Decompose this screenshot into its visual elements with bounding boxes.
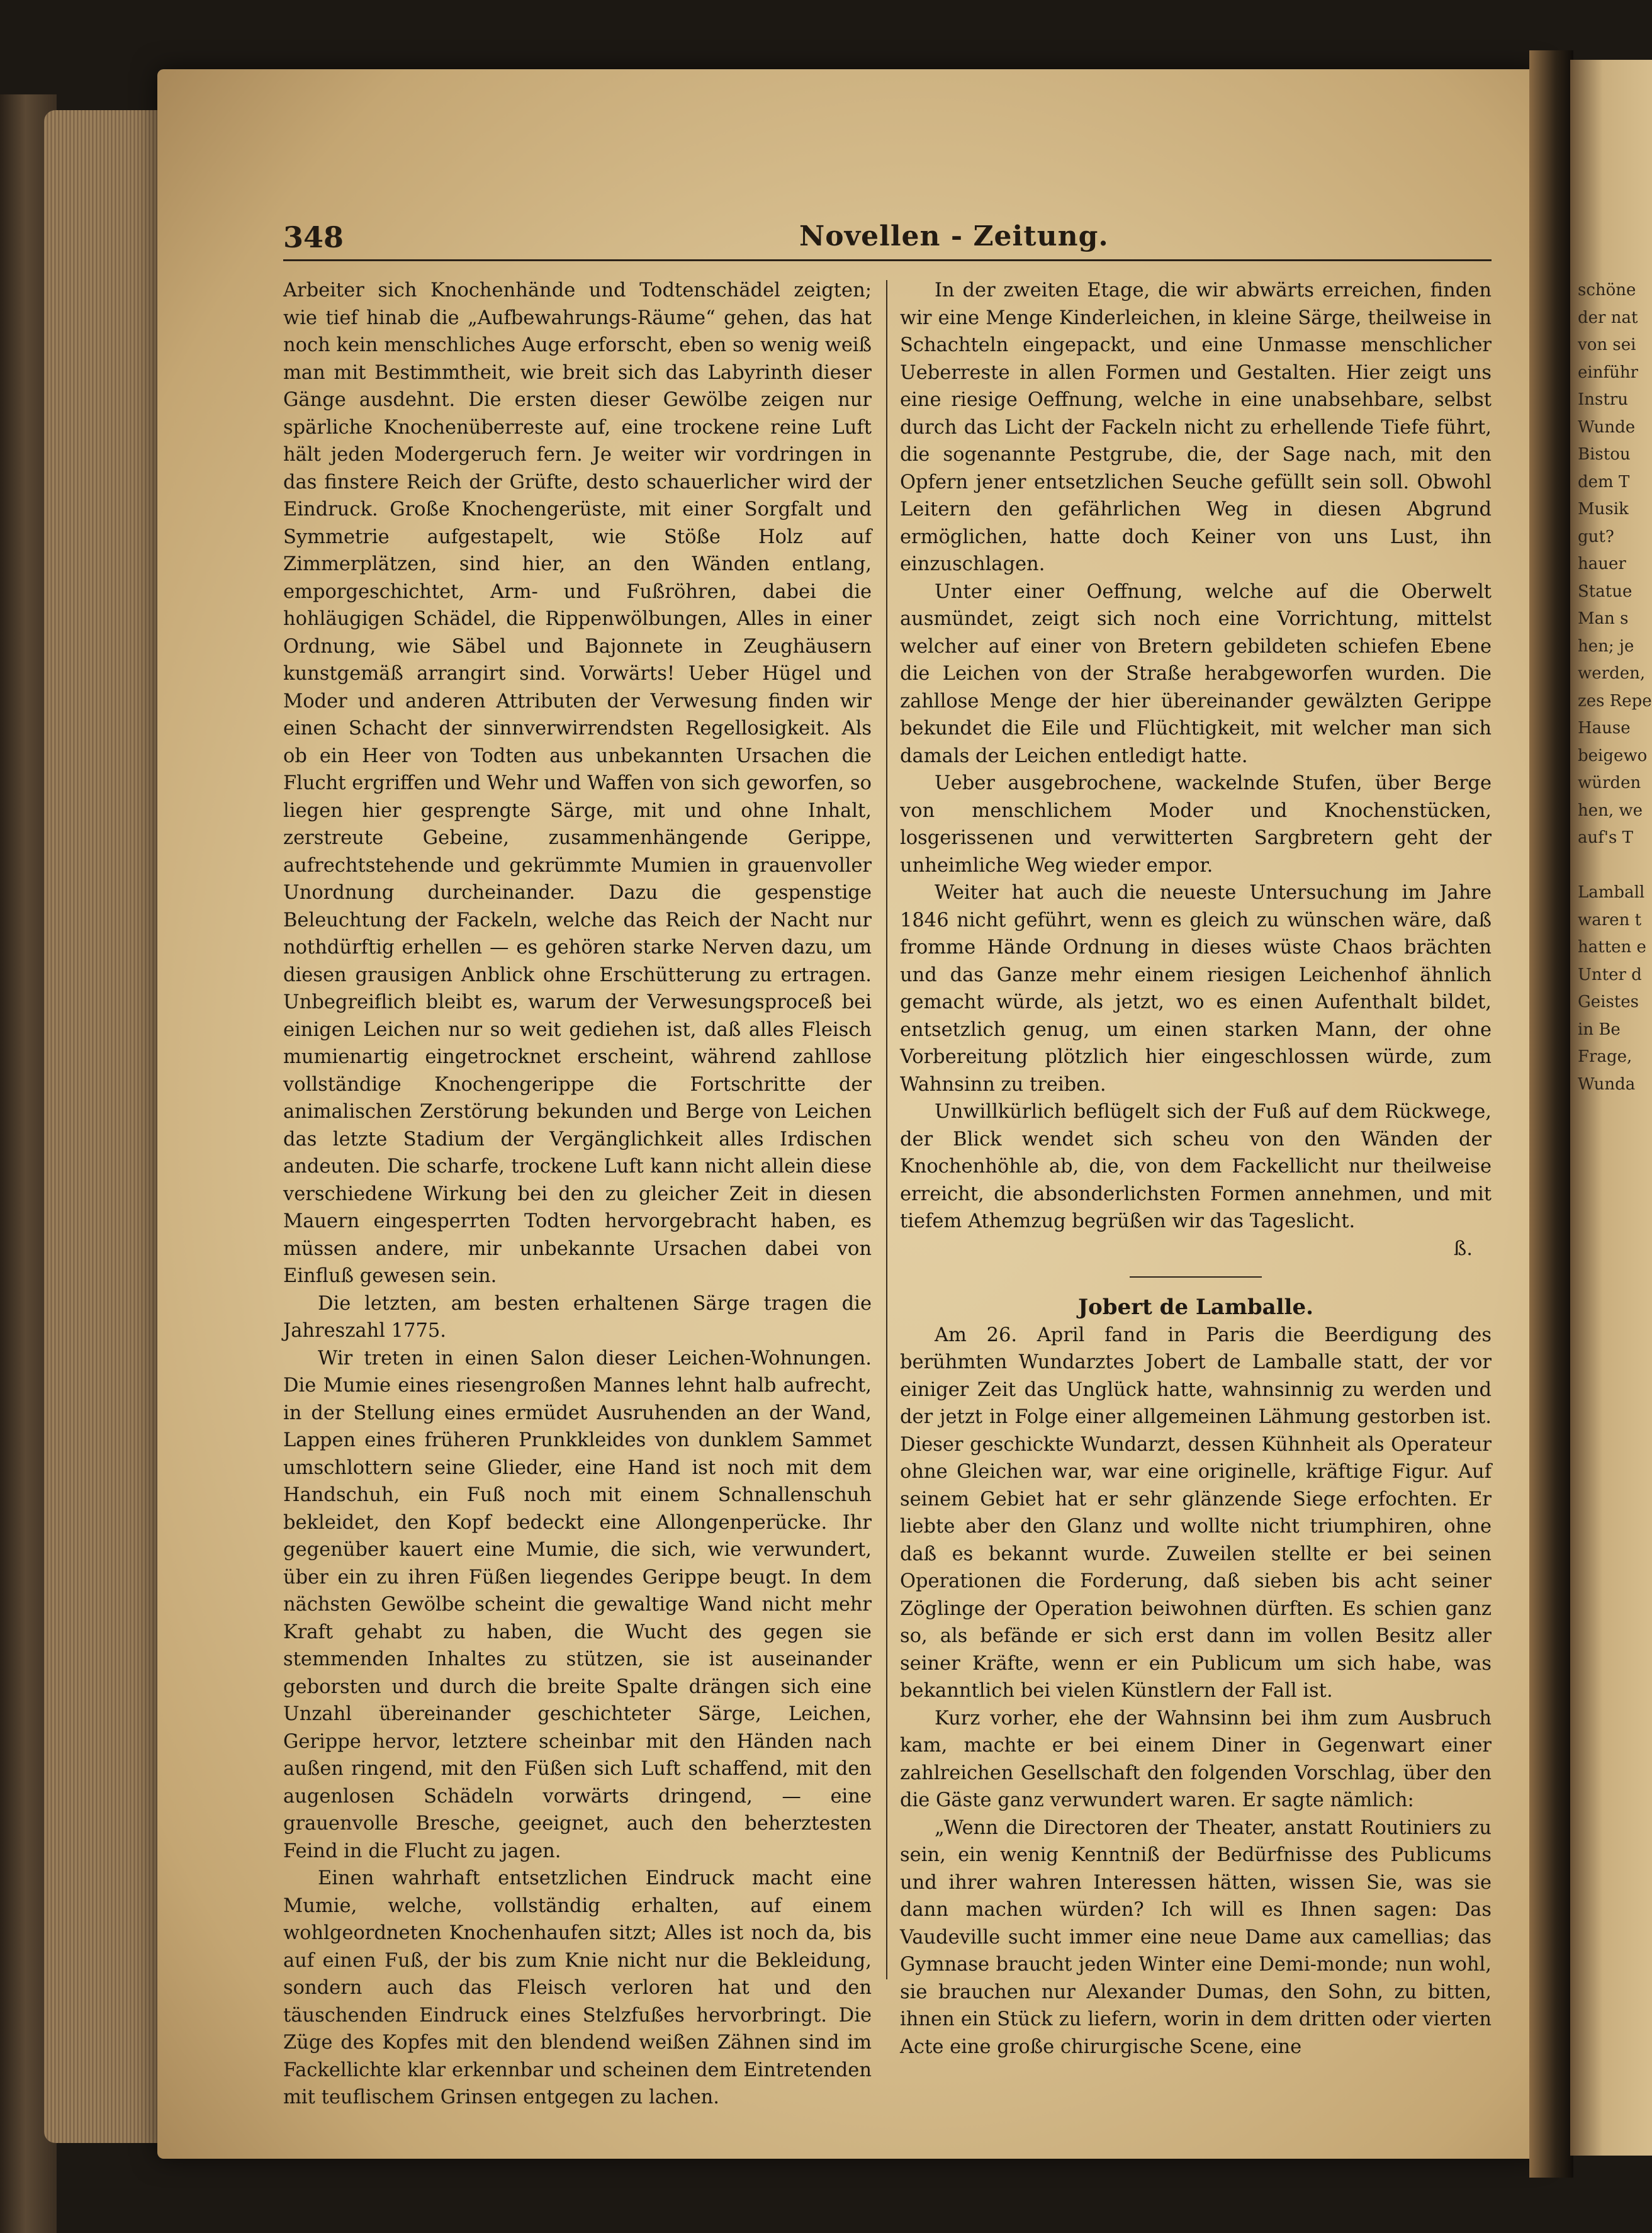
facing-page-text-fragment: der nat: [1578, 308, 1638, 327]
facing-page-text-fragment: hatten e: [1578, 938, 1646, 957]
page-block-edges: [44, 110, 170, 2143]
facing-page-text-fragment: würden: [1578, 773, 1641, 792]
facing-page-text-fragment: Lamball: [1578, 883, 1645, 902]
facing-page-text-fragment: auf's T: [1578, 828, 1633, 847]
paragraph: Die letzten, am besten erhaltenen Särge tragen die Jahreszahl 1775.: [283, 1292, 872, 1342]
facing-page-text-fragment: Frage,: [1578, 1047, 1632, 1066]
facing-page-text-fragment: hen; je: [1578, 636, 1634, 656]
section-title: Jobert de Lamballe.: [1078, 1295, 1313, 1320]
right-column-article-end: [900, 277, 1492, 1235]
paragraph: Wir treten in einen Salon dieser Leichen-Wohnungen. Die Mumie eines riesengroßen Mannes lehnt halb aufrecht, in der Stellung eines ermüdet Ausruhenden an der Wand, Lappen eines früheren Prunkkleides von dunklem Sammet umschlottern seine Glieder, eine Hand ist noch mit dem Handschuh, ein Fuß noch mit einem Schnallenschuh bekleidet, den Kopf bedeckt eine Allongenperücke. Ihr gegenüber kauert eine Mumie, die sich, wie verwundert, über ein zu ihren Füßen liegendes Gerippe beugt. In dem nächsten Gewölbe scheint die gewaltige Wand nicht mehr Kraft gehabt zu haben, die Wucht des gegen sie stemmenden Inhaltes zu stützen, sie ist auseinander geborsten und durch die breite Spalte drängen sich eine Unzahl übereinander geschichteter Särge, Leichen, Gerippe hervor, letztere scheinbar mit den Händen nach außen ringend, mit den Füßen sich Luft schaffend, mit den augenlosen Schädeln vorwärts dringend, — eine grauenvolle Bresche, geeignet, auch den beherztesten Feind in die Flucht zu jagen.: [283, 1347, 872, 1862]
facing-page-text-fragment: einführ: [1578, 363, 1638, 382]
paragraph: Kurz vorher, ehe der Wahnsinn bei ihm zum Ausbruch kam, machte er bei einem Diner in Gegenwart einer zahlreichen Gesellschaft den folgenden Vorschlag, über den die Gäste ganz verwundert waren. Er sagte nämlich:: [900, 1707, 1492, 1811]
running-title: Novellen - Zeitung.: [799, 220, 1109, 252]
facing-page-text-fragment: Unter d: [1578, 965, 1642, 984]
facing-page-text-fragment: Wunda: [1578, 1074, 1636, 1094]
paragraph: In der zweiten Etage, die wir abwärts erreichen, finden wir eine Menge Kinderleichen, in kleine Särge, theilweise in Schachteln eingepackt, und eine Unmasse menschlicher Ueberreste in allen Formen und Gestalten. Hier zeigt uns eine riesige Oeffnung, welche in eine unabsehbare, selbst durch das Licht der Fackeln nicht zu erhellende Tiefe führt, die sogenannte Pestgrube, die, der Sage nach, mit den Opfern jener entsetzlichen Seuche gefüllt sein soll. Obwohl Leitern den gefährlichen Weg in diesen Abgrund ermöglichen, hatte doch Keiner von uns Lust, ihn einzuschlagen.: [900, 279, 1492, 575]
facing-page-text-fragment: Bistou: [1578, 445, 1631, 464]
facing-page-text-fragment: hauer: [1578, 554, 1626, 573]
left-column: [283, 277, 872, 2112]
paragraph: „Wenn die Directoren der Theater, anstatt Routiniers zu sein, ein wenig Kenntniß der Bedürfnisse des Publicums und ihrer wahren Interessen hätten, wissen Sie, was sie dann machen würden? Ich will es Ihnen sagen: Das Vaudeville sucht immer eine neue Dame aux camellias; das Gymnase braucht jeden Winter eine Demi-monde; nun wohl, sie brauchen nur Alexander Dumas, den Sohn, zu bitten, ihnen ein Stück zu liefern, worin in dem dritten oder vierten Acte eine große chirurgische Scene, eine: [900, 1816, 1492, 2058]
section-separator: [1130, 1276, 1262, 1278]
facing-page-text-fragment: werden,: [1578, 664, 1646, 683]
paragraph: Arbeiter sich Knochenhände und Todtenschädel zeigten; wie tief hinab die „Aufbewahrungs-Räume“ gehen, das hat noch kein menschliches Auge erforscht, eben so wenig weiß man mit Bestimmtheit, wie breit sich das Labyrinth dieser Gänge ausdehnt. Die ersten dieser Gewölbe zeigen nur spärliche Knochenüberreste auf, eine trockene reine Luft hält jeden Modergeruch fern. Je weiter wir vordringen in das finstere Reich der Grüfte, desto schauerlicher wird der Eindruck. Große Knochengerüste, mit einer Sorgfalt und Symmetrie aufgestapelt, wie Stöße Holz auf Zimmerplätzen, sind hier, an den Wänden entlang, emporgeschichtet, Arm- und Fußröhren, dabei die hohläugigen Schädel, die Rippenwölbungen, Alles in einer Ordnung, wie Säbel und Bajonnete in Zeughäusern kunstgemäß arrangirt sind. Vorwärts! Ueber Hügel und Moder und anderen Attributen der Verwesung finden wir einen Schacht der sinnverwirrendsten Regellosigkeit. Als ob ein Heer von Todten aus unbekannten Ursachen die Flucht ergriffen und Wehr und Waffen von sich geworfen, so liegen hier gesprengte Särge, mit und ohne Inhalt, zerstreute Gebeine, zusammenhängende Gerippe, aufrechtstehende und gekrümmte Mumien in grauenvoller Unordnung durcheinander. Dazu die gespenstige Beleuchtung der Fackeln, welche das Reich der Nacht nur nothdürftig erhellen — es gehören starke Nerven dazu, um diesen grausigen Anblick ohne Erschütterung zu ertragen. Unbegreiflich bleibt es, warum der Verwesungsproceß bei einigen Leichen nur so weit gediehen ist, daß alles Fleisch mumienartig eingetrocknet erscheint, während zahllose vollständige Knochengerippe die Fortschritte der animalischen Zerstörung bekunden und Berge von Leichen das letzte Stadium der Vergänglichkeit alles Irdischen andeuten. Die scharfe, trockene Luft kann nicht allein diese verschiedene Wirkung bei den zu gleicher Zeit in diesen Mauern eingesperrten Todten hervorgebracht haben, es müssen andere, mir unbekannte Ursachen dabei von Einfluß gewesen sein.: [283, 279, 872, 1287]
paragraph: Unwillkürlich beflügelt sich der Fuß auf dem Rückwege, der Blick wendet sich scheu von den Wänden der Knochenhöhle ab, die, von dem Fackellicht nur theilweise erreicht, die absonderlichsten Formen annehmen, und mit tiefem Athemzug begrüßen wir das Tageslicht.: [900, 1101, 1492, 1232]
author-signature: ß.: [1453, 1237, 1473, 1260]
facing-page-text-fragment: Statue: [1578, 582, 1632, 601]
column-divider: [886, 280, 887, 1979]
facing-page-text-fragment: zes Repe: [1578, 691, 1652, 711]
facing-page-text-fragment: Man s: [1578, 609, 1629, 628]
book-gutter: [1529, 50, 1573, 2178]
paragraph: Weiter hat auch die neueste Untersuchung im Jahre 1846 nicht geführt, wenn es gleich zu wünschen wäre, daß fromme Hände Ordnung in dieses wüste Chaos brächten und das Ganze mehr einem riesigen Leichenhof ähnlich gemacht würde, als jetzt, wo es einen Aufenthalt bildet, entsetzlich genug, um einen starken Mann, der ohne Vorbereitung plötzlich hier eingeschlossen würde, zum Wahnsinn zu treiben.: [900, 882, 1492, 1096]
paragraph: Ueber ausgebrochene, wackelnde Stufen, über Berge von menschlichem Moder und Knochenstücken, losgerissenen und verwitterten Sargbretern geht der unheimliche Weg wieder empor.: [900, 772, 1492, 877]
facing-page-text-fragment: schöne: [1578, 281, 1636, 300]
facing-page-fragment: [1570, 60, 1652, 2156]
header-rule: [283, 259, 1492, 261]
facing-page-text-fragment: Wunde: [1578, 417, 1636, 437]
facing-page-text-fragment: in Be: [1578, 1020, 1621, 1039]
paragraph: Unter einer Oeffnung, welche auf die Oberwelt ausmündet, zeigt sich noch eine Vorrichtung, mittelst welcher auf einer von Bretern gebildeten schiefen Ebene die Leichen von der Straße herabgeworfen wurden. Die zahllose Menge der hier übereinander gewälzten Gerippe bekundet die Eile und Flüchtigkeit, mit welcher man sich damals der Leichen entledigt hatte.: [900, 580, 1492, 767]
facing-page-text-fragment: beigewo: [1578, 746, 1648, 765]
facing-page-text-fragment: Musik: [1578, 500, 1629, 519]
right-column: [900, 277, 1492, 2061]
page-number: 348: [283, 220, 344, 254]
paragraph: Am 26. April fand in Paris die Beerdigung des berühmten Wundarztes Jobert de Lamballe statt, der vor einiger Zeit das Unglück hatte, wahnsinnig zu werden und der jetzt in Folge einer allgemeinen Lähmung gestorben ist. Dieser geschickte Wundarzt, dessen Kühnheit als Operateur ohne Gleichen war, war eine originelle, kräftige Figur. Auf seinem Gebiet hat er sehr glänzende Siege erfochten. Er liebte aber den Glanz und wollte nicht triumphiren, ohne daß es bekannt wurde. Zuweilen stellte er bei seinen Operationen die Forderung, daß sieben bis acht seiner Zöglinge der Operation beiwohnen dürften. Es schien ganz so, als befände er sich erst dann im vollen Besitz aller seiner Kräfte, wenn er ein Publicum um sich habe, was bekanntlich bei vielen Künstlern der Fall ist.: [900, 1324, 1492, 1702]
paragraph: Einen wahrhaft entsetzlichen Eindruck macht eine Mumie, welche, vollständig erhalten, auf einem wohlgeordneten Knochenhaufen sitzt; Alles ist noch da, bis auf einen Fuß, der bis zum Knie nicht nur die Bekleidung, sondern auch das Fleisch verloren hat und den täuschenden Eindruck eines Stelzfußes hervorbringt. Die Züge des Kopfes mit den blendend weißen Zähnen sind im Fackellichte klar erkennbar und scheinen dem Eintretenden mit teuflischem Grinsen entgegen zu lachen.: [283, 1867, 872, 2108]
facing-page-text-fragment: Instru: [1578, 390, 1628, 409]
facing-page-text-fragment: waren t: [1578, 910, 1642, 930]
facing-page-text-fragment: von sei: [1578, 335, 1636, 354]
facing-page-text-fragment: Hause: [1578, 719, 1631, 738]
facing-page-text-fragment: dem T: [1578, 472, 1630, 492]
facing-page-text-fragment: Geistes: [1578, 993, 1639, 1011]
facing-page-text-fragment: gut?: [1578, 527, 1614, 546]
section-body: [900, 1322, 1492, 2061]
facing-page-text-fragment: hen, we: [1578, 801, 1643, 820]
